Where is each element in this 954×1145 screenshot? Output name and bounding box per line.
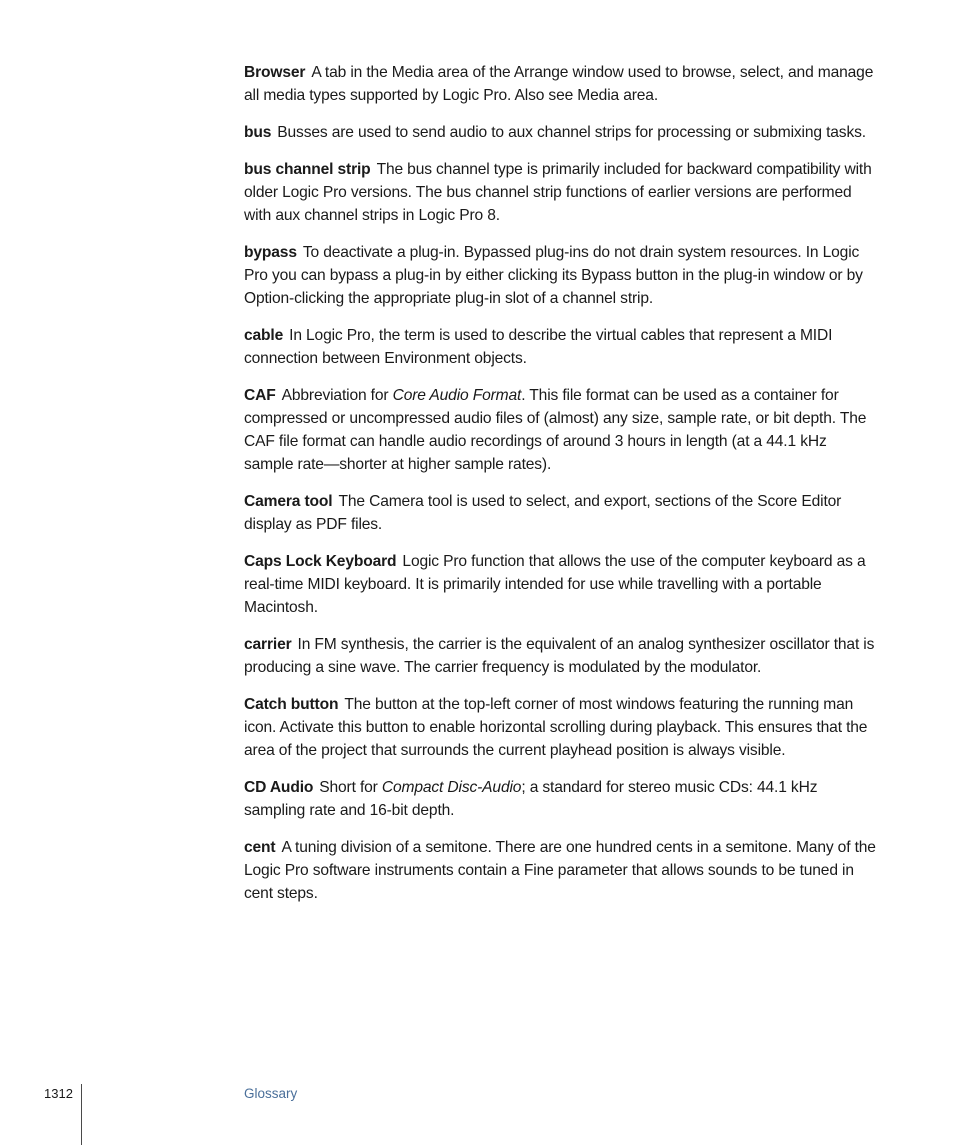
glossary-definition: In Logic Pro, the term is used to describe the virtual cables that represent a MIDI connection between Environment objects. — [244, 327, 833, 367]
glossary-definition: A tab in the Media area of the Arrange window used to browse, select, and manage all media types supported by Logic Pro. Also see Media area. — [244, 64, 874, 104]
glossary-entry-bus-channel-strip — [244, 158, 880, 227]
glossary-entry-cd-audio — [244, 776, 880, 822]
glossary-definition: Busses are used to send audio to aux channel strips for processing or submixing tasks. — [277, 124, 866, 141]
glossary-term: bus — [244, 124, 272, 141]
glossary-entry-carrier — [244, 633, 880, 679]
glossary-entry-cable — [244, 324, 880, 370]
glossary-definition: . This file format can be used as a container for compressed or uncompressed audio files of (almost) any size, sample rate, or bit depth. The CAF file format can handle audio recordings of around 3 hours in length (at a 44.1 kHz sample rate—shorter at higher sample rates). — [244, 387, 867, 473]
glossary-term: CD Audio — [244, 779, 314, 796]
glossary-definition: Short for — [319, 779, 382, 796]
glossary-entry-caf — [244, 384, 880, 476]
glossary-term: CAF — [244, 387, 276, 404]
glossary-term: bypass — [244, 244, 297, 261]
glossary-entry-bus — [244, 121, 880, 144]
glossary-definition: ; a standard for stereo music CDs: 44.1 kHz sampling rate and 16-bit depth. — [244, 779, 818, 819]
glossary-definition: The bus channel type is primarily included for backward compatibility with older Logic Pro versions. The bus channel strip functions of earlier versions are performed with aux channel strips in Logic Pro 8. — [244, 161, 872, 224]
glossary-definition: Abbreviation for — [281, 387, 393, 404]
footer-section-link[interactable]: Glossary — [244, 1086, 298, 1101]
glossary-term: Camera tool — [244, 493, 333, 510]
glossary-definition-italic: Compact Disc-Audio — [381, 779, 522, 796]
glossary-definition: To deactivate a plug-in. Bypassed plug-ins do not drain system resources. In Logic Pro you can bypass a plug-in by either clicking its Bypass button in the plug-in window or by Option-clicking the appropriate plug-in slot of a channel strip. — [244, 244, 863, 307]
footer-divider — [81, 1084, 82, 1145]
glossary-definition: The Camera tool is used to select, and export, sections of the Score Editor display as PDF files. — [244, 493, 842, 533]
page-number: 1312 — [44, 1086, 73, 1101]
glossary-entry-catch-button — [244, 693, 880, 762]
glossary-term: bus channel strip — [244, 161, 371, 178]
glossary-entry-browser — [244, 61, 880, 107]
glossary-term: carrier — [244, 636, 292, 653]
glossary-definition-italic: Core Audio Format — [392, 387, 522, 404]
glossary-definition: Logic Pro function that allows the use of the computer keyboard as a real-time MIDI keyboard. It is primarily intended for use while travelling with a portable Macintosh. — [244, 553, 866, 616]
glossary-content — [244, 61, 880, 919]
glossary-entry-caps-lock-keyboard — [244, 550, 880, 619]
glossary-term: Catch button — [244, 696, 339, 713]
glossary-term: cable — [244, 327, 284, 344]
glossary-entry-camera-tool — [244, 490, 880, 536]
glossary-term: Browser — [244, 64, 306, 81]
glossary-entry-cent — [244, 836, 880, 905]
glossary-definition: The button at the top-left corner of most windows featuring the running man icon. Activate this button to enable horizontal scrolling during playback. This ensures that the area of the project that surrounds the current playhead position is always visible. — [244, 696, 868, 759]
glossary-term: Caps Lock Keyboard — [244, 553, 397, 570]
glossary-entry-bypass — [244, 241, 880, 310]
glossary-term: cent — [244, 839, 276, 856]
glossary-definition: In FM synthesis, the carrier is the equivalent of an analog synthesizer oscillator that is producing a sine wave. The carrier frequency is modulated by the modulator. — [244, 636, 875, 676]
glossary-definition: A tuning division of a semitone. There are one hundred cents in a semitone. Many of the Logic Pro software instruments contain a Fine parameter that allows sounds to be tuned in cent steps. — [244, 839, 876, 902]
